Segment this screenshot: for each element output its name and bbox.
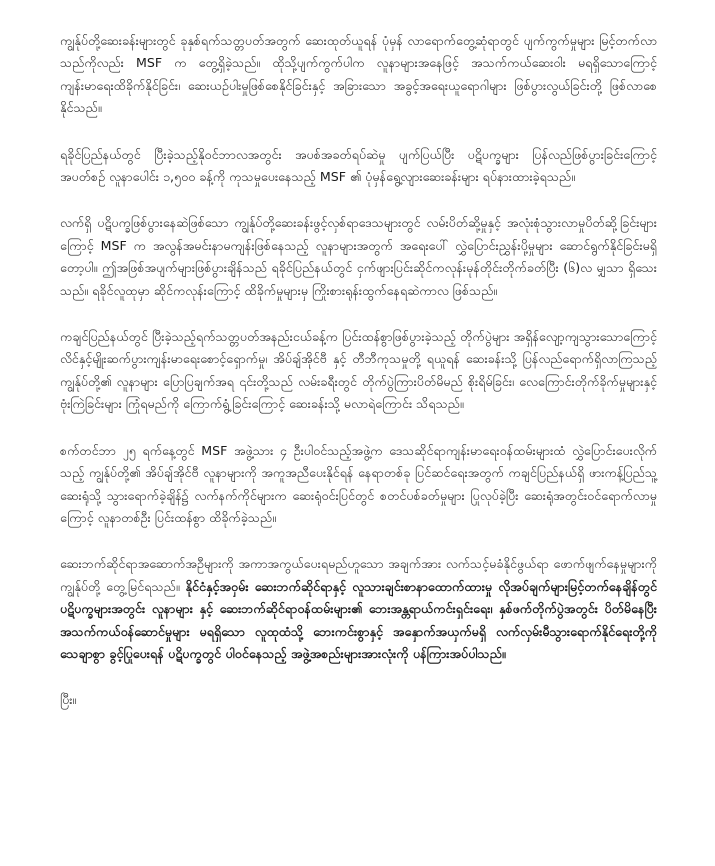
call-to-action-lead: ဆေးဘက်ဆိုင်ရာအဆောက်အဦများကို အကာအကွယ်ပေးရမည်ဟူသော အချက်အား လက်သင့်မခံနိုင်ဖွယ်ရာ ဖောက်ဖျက်နေမှုများကို ကျွန်ုပ်တို့ တွေ့မြင်ရသည်။ bbox=[60, 556, 657, 594]
paragraph-missed-appointments: ကျွန်ုပ်တို့ဆေးခန်းများတွင် ခုနှစ်ရက်သတ္တပတ်အတွက် ဆေးထုတ်ယူရန် ပုံမှန် လာရောက်တွေ့ဆုံရာတွင် ပျက်ကွက်မှုများ မြင့်တက်လာသည်ကိုလည်း MSF က တွေ့ရှိခဲ့သည်။ ထိုသို့ပျက်ကွက်ပါက လူနာများအနေဖြင့် အသက်ကယ်ဆေးဝါး မရရှိသောကြောင့် ကျန်းမာရေးထိခိုက်နိုင်ခြင်း၊ ဆေးယဉ်ပါးမှုဖြစ်စေနိုင်ခြင်းနှင့် အခြားသော အခွင့်အရေးယူရောဂါများ ဖြစ်ပွားလွယ်ခြင်းတို့ ဖြစ်လာစေနိုင်သည်။ bbox=[60, 33, 657, 116]
document-closing: ပြီး။ bbox=[60, 692, 77, 708]
paragraph-rakhine-clinics-suspended: ရခိုင်ပြည်နယ်တွင် ပြီးခဲ့သည့်နိုဝင်ဘာလအတွင်း အပစ်အခတ်ရပ်ဆဲမှု ပျက်ပြယ်ပြီး ပဋိပက္ခများ ပြန်လည်ဖြစ်ပွားခြင်းကြောင့် အပတ်စဉ် လူနာပေါင်း ၁,၅၀၀ ခန့်ကို ကုသမှုပေးနေသည့် MSF ၏ ပုံမှန်ရွေ့လျားဆေးခန်းများ ရပ်နားထားခဲ့ရသည်။ bbox=[60, 146, 657, 185]
paragraph-kachin-fighting: ကချင်ပြည်နယ်တွင် ပြီးခဲ့သည့်ရက်သတ္တပတ်အနည်းငယ်ခန့်က ပြင်းထန်စွာဖြစ်ပွားခဲ့သည့် တိုက်ပွဲများ အရှိန်လျော့ကျသွားသောကြောင့် လိင်နှင့်မျိုးဆက်ပွားကျန်းမာရေးစောင့်ရှောက်မှု၊ အိပ်ချ်အိုင်ဗီ နှင့် တီဘီကုသမှုတို့ ရယူရန် ဆေးခန်းသို့ ပြန်လည်ရောက်ရှိလာကြသည့် ကျွန်ုပ်တို့၏ လူနာများ ပြောပြချက်အရ ၎င်းတို့သည် လမ်းခရီးတွင် တိုက်ပွဲကြားပိတ်မိမည် စိုးရိမ်ခြင်း၊ လေကြောင်းတိုက်ခိုက်မှုများနှင့် ဗုံးကြဲခြင်းများ ကြုံရမည်ကို ကြောက်ရွံ့ခြင်းကြောင့် ဆေးခန်းသို့ မလာရဲကြောင်း သိရသည်။ bbox=[60, 329, 657, 412]
paragraph-hpakant-hospital-incident: စက်တင်ဘာ ၂၅ ရက်နေ့တွင် MSF အဖွဲ့သား ၄ ဦးပါဝင်သည့်အဖွဲ့က ဒေသဆိုင်ရာကျန်းမာရေးဝန်ထမ်းများထံ လွှဲပြောင်းပေးလိုက်သည့် ကျွန်ုပ်တို့၏ အိပ်ချ်အိုင်ဗီ လူနာများကို အကူအညီပေးနိုင်ရန် နေရာတစ်ခု ပြင်ဆင်ရေးအတွက် ကချင်ပြည်နယ်ရှိ ဖားကန့်ပြည်သူ့ဆေးရုံသို့ သွားရောက်ခဲ့ချိန်၌ လက်နက်ကိုင်များက ဆေးရုံဝင်းပြင်တွင် စတင်ပစ်ခတ်မှုများ ပြုလုပ်ခဲ့ပြီး ဆေးရုံအတွင်းဝင်ရောက်လာမှုကြောင့် လူနာတစ်ဦး ပြင်းထန်စွာ ထိခိုက်ခဲ့သည်။ bbox=[60, 442, 657, 525]
paragraph-call-to-action bbox=[60, 553, 657, 665]
call-to-action-bold: နိုင်ငံနှင့်အဝှမ်း ဆေးဘက်ဆိုင်ရာနှင့် လူသားချင်းစာနာထောက်ထားမှု လိုအပ်ချက်များမြင့်တက်နေချိန်တွင် ပဋိပက္ခများအတွင်း လူနာများ နှင့် ဆေးဘက်ဆိုင်ရာဝန်ထမ်းများ၏ ဘေးအန္တရာယ်ကင်းရှင်းရေး၊ နှစ်ဖက်တိုက်ပွဲအတွင်း ပိတ်မိနေပြီး အသက်ကယ်ဝန်ဆောင်မှုများ မရရှိသော လူထုထံသို့ ဘေးကင်းစွာနှင့် အနှောက်အယှက်မရှိ လက်လှမ်းမီသွားရောက်နိုင်ရေးတို့ကို သေချာစွာ ခွင့်ပြုပေးရန် ပဋိပက္ခတွင် ပါဝင်နေသည့် အဖွဲ့အစည်းများအားလုံးကို ပန်ကြားအပ်ပါသည်။ bbox=[60, 578, 657, 661]
paragraph-road-blockades: လက်ရှိ ပဋိပက္ခဖြစ်ပွားနေဆဲဖြစ်သော ကျွန်ုပ်တို့ဆေးခန်းဖွင့်လှစ်ရာဒေသများတွင် လမ်းပိတ်ဆို့မှုနှင့် အလုံးစုံသွားလာမှုပိတ်ဆို့ခြင်းများကြောင့် MSF က အလွန်အမင်းနာမကျန်းဖြစ်နေသည့် လူနာများအတွက် အရေးပေါ် လွှဲပြောင်းညွှန်းပို့မှုများ ဆောင်ရွက်နိုင်ခြင်းမရှိတော့ပါ။ ဤအဖြစ်အပျက်များဖြစ်ပွားချိန်သည် ရခိုင်ပြည်နယ်တွင် ငှက်ဖျားပြင်းဆိုင်ကလုန်းမုန်တိုင်းတိုက်ခတ်ပြီး (၆)လ မျှသာ ရှိသေးသည်။ ရခိုင်လူထုမှာ ဆိုင်ကလုန်းကြောင့် ထိခိုက်မှုများမှ ကြိုးစားရုန်းထွက်နေရဆဲကာလ ဖြစ်သည်။ bbox=[60, 215, 657, 298]
